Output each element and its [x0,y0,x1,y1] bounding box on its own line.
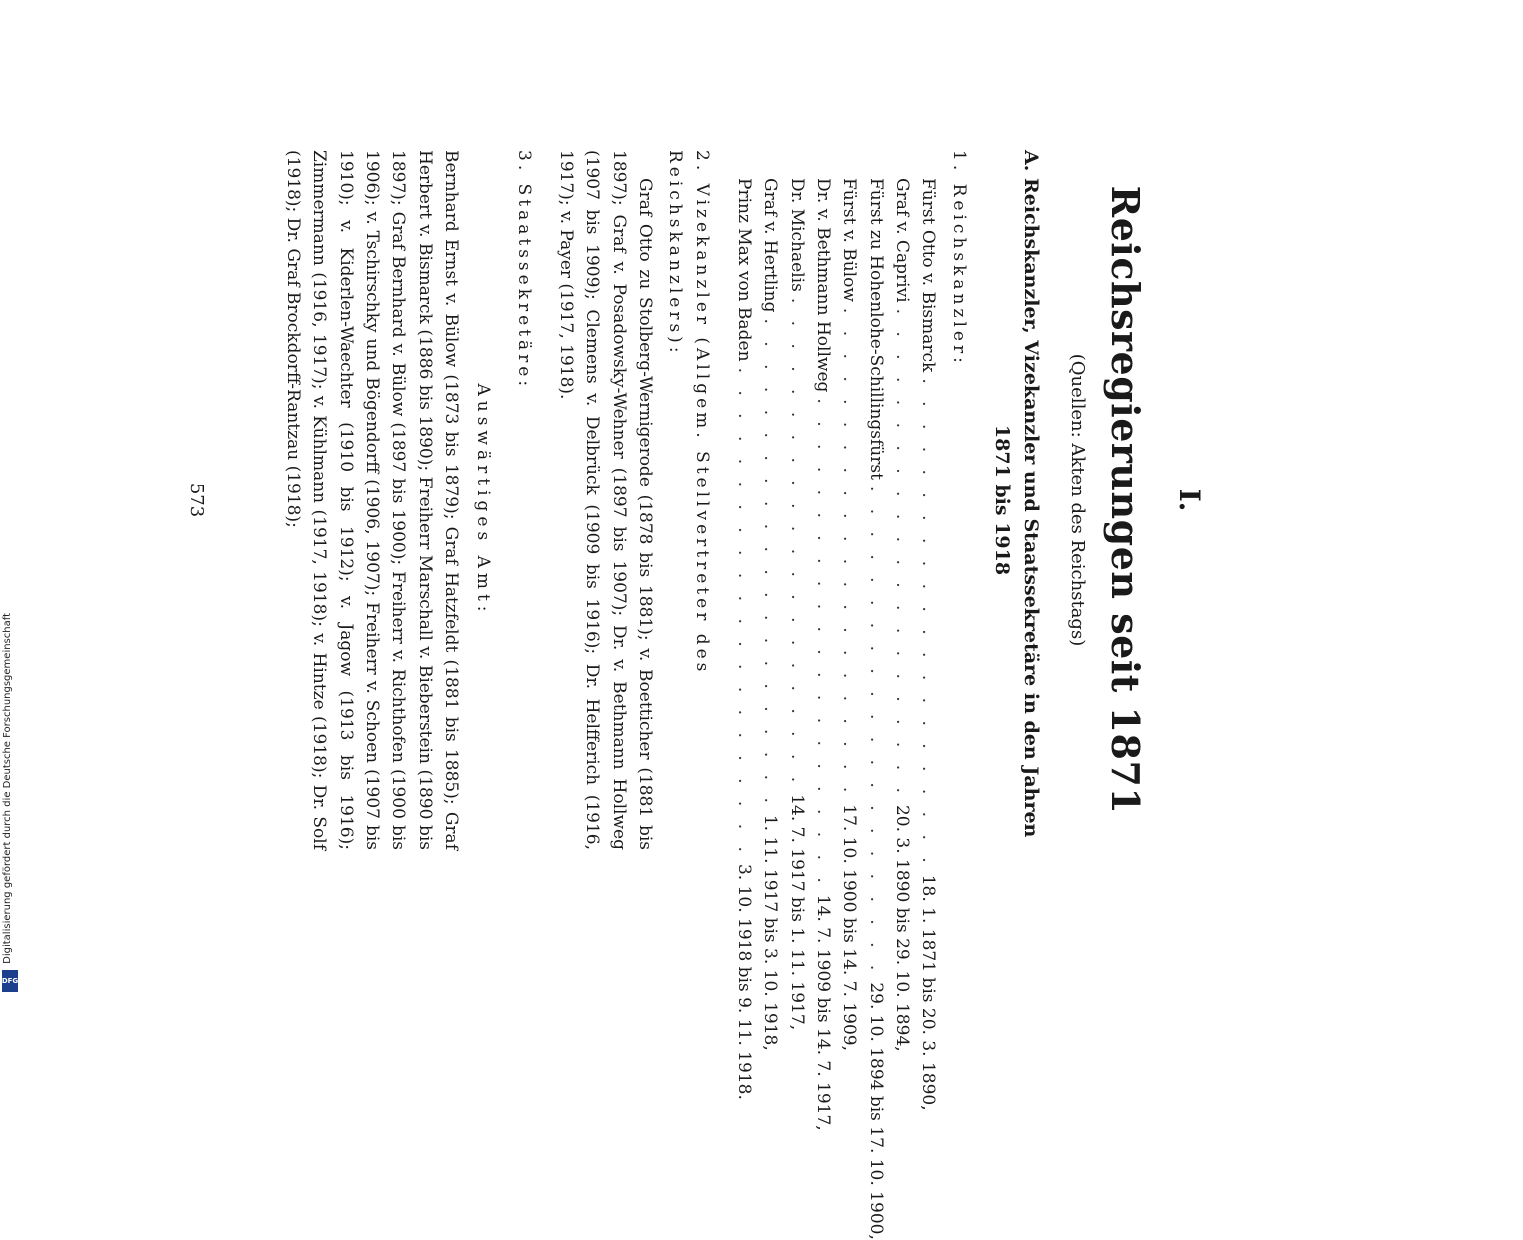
reichskanzler-row [862,178,888,1240]
reichskanzler-name: Fürst v. Bülow [839,178,860,302]
credit-text: Digitalisierung gefördert durch die Deutsche Forschungsgemeinschaft [2,613,13,964]
reichskanzler-dates: 1. 11. 1917 bis 3. 10. 1918, [760,814,781,1051]
reichskanzler-row [915,178,941,1111]
reichskanzler-dates: 17. 10. 1900 bis 14. 7. 1909, [839,804,860,1051]
reichskanzler-name: Fürst zu Hohenlohe-Schillingsfürst [865,178,886,480]
reichskanzler-row [889,178,915,1052]
auswaertiges-amt-text: Bernhard Ernst v. Bülow (1873 bis 1879); Graf Hatzfeldt (1881 bis 1885); Graf Herbert v. Bismarck (1886 bis 1890); Freiherr Marschall v. Bieberstein (1890 bis 1897); Graf Bernhard v. Bülow (1897 bis 1900); Freiherr v. Richthofen (1900 bis 1906); v. Tschirschky und Bögendorff (1906, 1907); Freiherr v. Schoen (1907 bis 1910); v. Kiderlen-Waechter (1910 bis 1912); v. Jagow (1913 bis 1916); Zimmermann (1916, 1917); v. Kühlmann (1917, 1918); v. Hintze (1918); Dr. Solf (1918); Dr. Graf Brockdorff-Rantzau (1918); [282,150,461,850]
reichskanzler-row [810,178,836,1131]
leader-dots: . . . . . . . . . . . . . . . . . . . . . . [786,297,807,789]
reichskanzler-row [731,178,757,1100]
reichskanzler-name: Graf v. Hertling [760,178,781,313]
auswaertiges-amt-heading: Auswärtiges Amt: [473,383,494,617]
digitization-credit [0,594,22,994]
reichskanzler-list [731,178,942,1240]
section-a-title: Reichskanzler, Vizekanzler und Staatssekretäre in den Jahren [1019,177,1042,838]
vizekanzler-heading: 2. Vizekanzler (Allgem. Stellvertreter des Reichskanzlers): [665,150,712,676]
reichskanzler-dates: 29. 10. 1894 bis 17. 10. 1900, [865,982,886,1240]
reichskanzler-dates: 18. 1. 1871 bis 20. 3. 1890, [918,874,939,1111]
leader-dots: . . . . . . . . . . . . . . . . . . . . . . [734,367,755,858]
section-a-label: A. [1019,150,1042,172]
reichskanzler-row [836,178,862,1051]
reichskanzler-name: Prinz Max von Baden [734,178,755,362]
leader-dots: . . . . . . . . . . . . . . . . . . . . . . [892,308,913,799]
leader-dots: . . . . . . . . . . . . . . . . . . . . . . [813,398,834,889]
leader-dots: . . . . . . . . . . . . . . . . . . . . . . [760,318,781,809]
page-subtitle: (Quellen: Akten des Reichstags) [1066,353,1088,647]
section-a-years: 1871 bis 1918 [991,424,1014,576]
reichskanzler-name: Dr. Michaelis [786,178,807,292]
leader-dots: . . . . . . . . . . . . . . . . . . . . . . [865,485,886,977]
dfg-logo: DFG [2,970,18,992]
part-numeral: I. [1173,488,1206,512]
reichskanzler-dates: 14. 7. 1917 bis 1. 11. 1917, [786,794,807,1031]
leader-dots: . . . . . . . . . . . . . . . . . . . . . . [918,378,939,869]
reichskanzler-dates: 14. 7. 1909 bis 14. 7. 1917, [813,894,834,1131]
reichskanzler-name: Dr. v. Bethmann Hollweg [813,178,834,393]
vizekanzler-text: Graf Otto zu Stolberg-Wernigerode (1878 bis 1881); v. Boetticher (1881 bis 1897); Graf v. Posadowsky-Wehner (1897 bis 1907); Dr. v. Bethmann Hollweg (1907 bis 1909); Clemens v. Delbrück (1909 bis 1916); Dr. Helfferich (1916, 1917); v. Payer (1917, 1918). [556,150,656,850]
reichskanzler-row [757,178,783,1051]
reichskanzler-dates: 3. 10. 1918 bis 9. 11. 1918. [734,863,755,1100]
reichskanzler-row [783,178,809,1031]
page-number: 573 [185,482,207,518]
reichskanzler-heading: 1. Reichskanzler: [948,150,969,367]
document-page [51,70,1291,1240]
page-title: Reichsregierungen seit 1871 [1102,185,1148,815]
section-a-heading [988,150,1045,850]
reichskanzler-name: Graf v. Caprivi [892,178,913,303]
reichskanzler-name: Fürst Otto v. Bismarck [918,178,939,373]
reichskanzler-dates: 20. 3. 1890 bis 29. 10. 1894, [892,804,913,1052]
leader-dots: . . . . . . . . . . . . . . . . . . . . . . [839,307,860,799]
staatssekretaere-heading: 3. Staatssekretäre: [513,150,534,391]
